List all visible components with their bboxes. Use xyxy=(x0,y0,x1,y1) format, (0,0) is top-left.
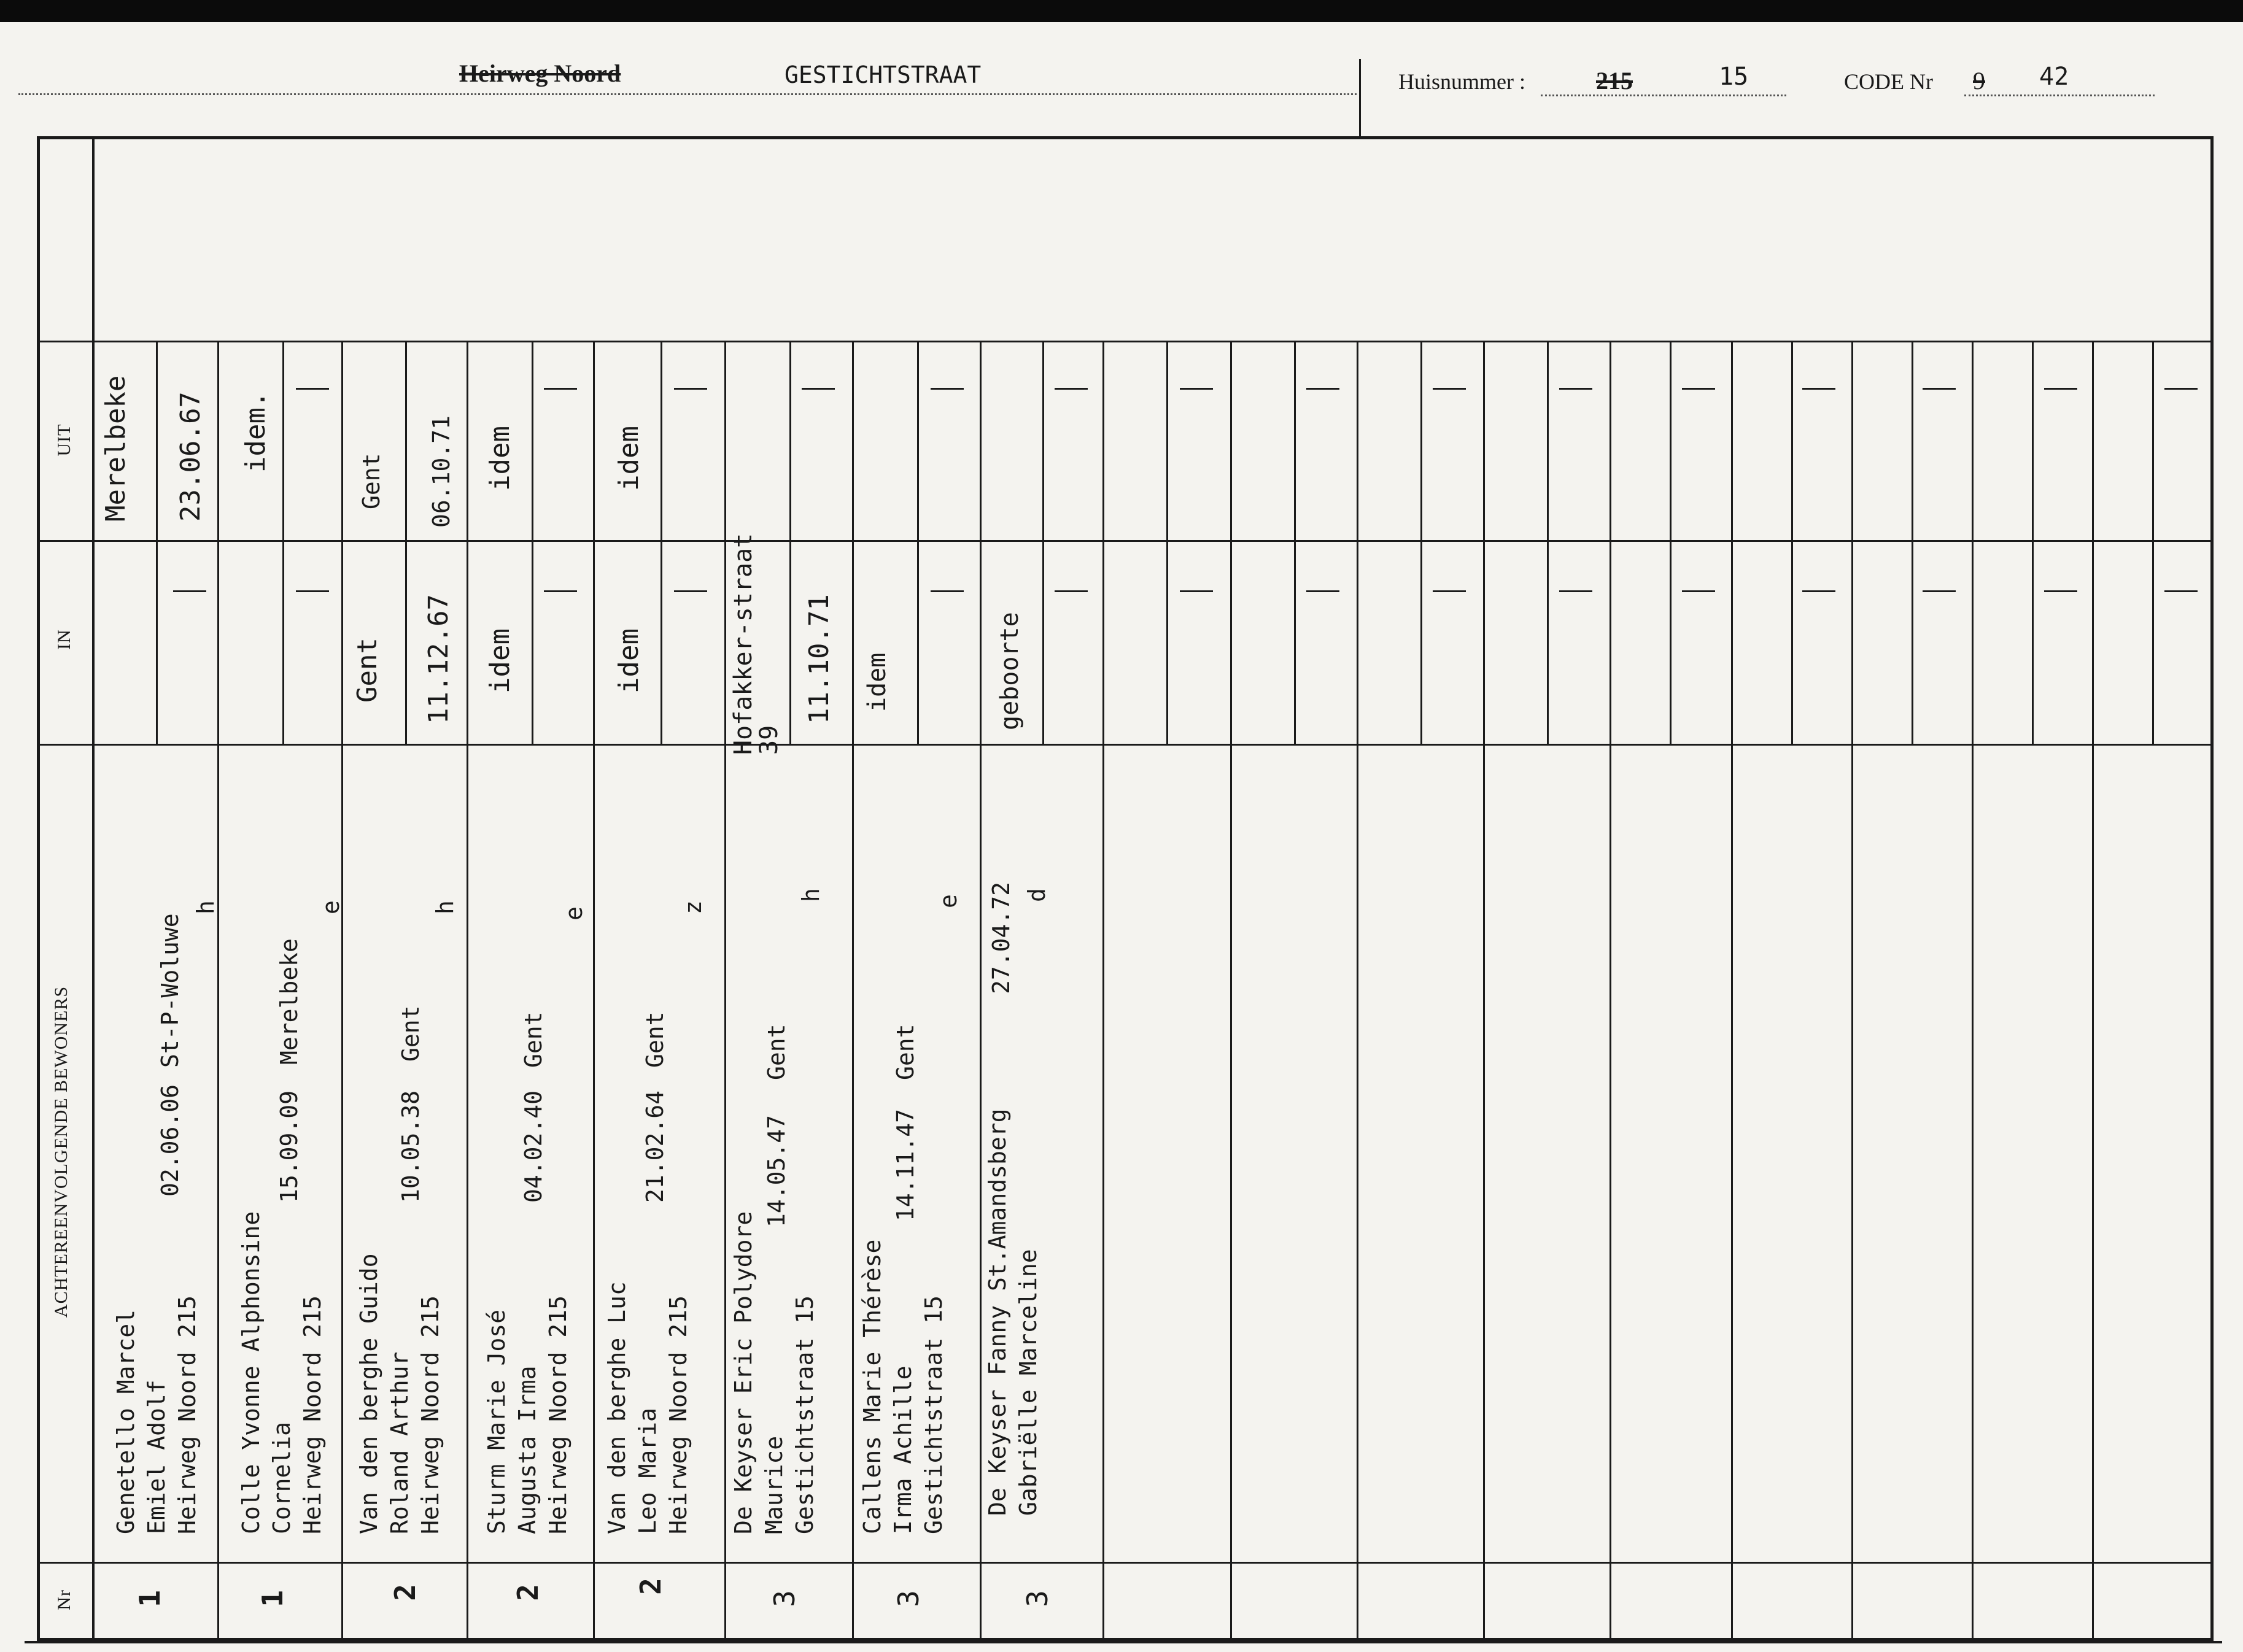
label-uit: UIT xyxy=(54,423,74,457)
resident-line: Heirweg Noord 215 xyxy=(665,1295,692,1534)
label-nr: Nr xyxy=(54,1589,74,1610)
sub-line-1 xyxy=(156,341,158,744)
in-dash xyxy=(1180,590,1213,592)
col-line-11 xyxy=(1483,341,1485,1641)
col-line-3 xyxy=(467,341,468,1641)
code-label: CODE Nr xyxy=(1844,69,1933,94)
row-line-bewoners-top xyxy=(37,744,2214,746)
resident-sex: d xyxy=(1023,888,1050,902)
huisnummer-dots xyxy=(1541,95,1786,96)
label-in: IN xyxy=(54,629,74,650)
resident-line: De Keyser Fanny St.Amandsberg xyxy=(984,1108,1011,1516)
in-dash xyxy=(931,590,964,592)
in-date: 11.12.67 xyxy=(423,594,454,724)
col-line-7 xyxy=(980,341,982,1641)
resident-line: Gabriëlle Marceline xyxy=(1015,1249,1042,1516)
resident-place: Gent xyxy=(892,1024,919,1080)
col-line-8 xyxy=(1102,341,1104,1641)
resident-date: 04.02.40 xyxy=(520,1090,547,1203)
sub-line-15 xyxy=(1912,341,1913,744)
resident-line: Gestichtstraat 15 xyxy=(920,1295,947,1534)
resident-line: Emiel Adolf xyxy=(143,1380,170,1534)
header-dots-left xyxy=(18,93,1357,95)
resident-sex: e xyxy=(317,900,344,914)
resident-line: Van den berghe Luc xyxy=(603,1281,630,1534)
col-line-4 xyxy=(593,341,595,1641)
row-line-nr-top xyxy=(37,1562,2214,1564)
huisnummer-old: 215 xyxy=(1596,67,1633,95)
uit-dash xyxy=(931,388,964,390)
resident-place: Gent xyxy=(397,1005,424,1062)
resident-sex: h xyxy=(797,888,824,902)
entry-nr: 2 xyxy=(634,1578,667,1595)
sub-line-6 xyxy=(789,341,791,744)
resident-line: Heirweg Noord 215 xyxy=(174,1295,201,1534)
street-new: GESTICHTSTRAAT xyxy=(784,61,982,88)
resident-date: 02.06.06 xyxy=(157,1084,184,1197)
resident-lines xyxy=(602,1281,694,1534)
in-dash xyxy=(296,590,329,592)
col-line-2 xyxy=(341,341,343,1641)
resident-line: Genetello Marcel xyxy=(112,1309,139,1534)
in-place: idem xyxy=(863,652,891,712)
street-old xyxy=(459,59,621,88)
entry-nr: 2 xyxy=(511,1584,544,1601)
col-line-1 xyxy=(217,341,219,1641)
uit-dash xyxy=(1055,388,1088,390)
sub-line-4 xyxy=(532,341,533,744)
uit-place: Merelbeke xyxy=(100,375,131,522)
huisnummer-label: Huisnummer : xyxy=(1398,69,1525,94)
header-divider xyxy=(1359,59,1361,139)
entry-nr: 2 xyxy=(389,1584,422,1601)
resident-lines xyxy=(857,1240,949,1534)
sub-line-14 xyxy=(1791,341,1793,744)
resident-date: 10.05.38 xyxy=(397,1090,424,1203)
resident-sex: z xyxy=(680,900,707,914)
sub-line-17 xyxy=(2152,341,2154,744)
uit-dash xyxy=(1180,388,1213,390)
in-dash xyxy=(1682,590,1715,592)
label-bewoners: ACHTEREENVOLGENDE BEWONERS xyxy=(51,986,71,1318)
entry-nr: 1 xyxy=(133,1590,166,1607)
resident-line: Heirweg Noord 215 xyxy=(544,1295,571,1534)
col-line-10 xyxy=(1357,341,1358,1641)
street-old-text: Heirweg Noord xyxy=(459,60,621,87)
in-dash xyxy=(1433,590,1466,592)
resident-lines xyxy=(728,1211,820,1534)
uit-dash xyxy=(2044,388,2077,390)
resident-line: Gestichtstraat 15 xyxy=(791,1295,818,1534)
sub-line-11 xyxy=(1420,341,1422,744)
in-place: idem xyxy=(613,628,645,693)
resident-date: 21.02.64 xyxy=(641,1090,668,1203)
in-date: 11.10.71 xyxy=(804,594,835,724)
in-dash xyxy=(1306,590,1339,592)
resident-sex: e xyxy=(560,906,587,921)
uit-place: Gent xyxy=(358,453,385,509)
col-line-15 xyxy=(1972,341,1974,1641)
resident-place: Merelbeke xyxy=(276,938,303,1065)
resident-lines xyxy=(236,1211,328,1534)
in-place: Hofakker-straat 39 xyxy=(729,533,783,755)
sub-line-7 xyxy=(917,341,919,744)
sub-line-13 xyxy=(1670,341,1672,744)
resident-line: Augusta Irma xyxy=(514,1365,541,1534)
row-line-uit-top xyxy=(37,341,2214,342)
uit-dash xyxy=(1802,388,1835,390)
resident-date: 27.04.72 xyxy=(988,881,1015,994)
resident-place: St-P-Woluwe xyxy=(157,913,184,1068)
sub-line-3 xyxy=(405,341,407,744)
in-place: Gent xyxy=(352,638,383,703)
uit-date: 06.10.71 xyxy=(428,415,455,528)
bottom-ticks xyxy=(25,1641,2222,1652)
resident-line: Roland Arthur xyxy=(386,1351,413,1534)
resident-sex: e xyxy=(935,894,962,908)
scan-top-band xyxy=(0,0,2243,22)
in-dash xyxy=(173,590,206,592)
resident-line: De Keyser Eric Polydore xyxy=(730,1211,757,1534)
col-line-16 xyxy=(2092,341,2094,1641)
in-dash xyxy=(1055,590,1088,592)
uit-dash xyxy=(1306,388,1339,390)
code-new: 42 xyxy=(2039,63,2069,91)
uit-dash xyxy=(1433,388,1466,390)
code-dots xyxy=(1964,95,2155,96)
resident-line: Sturm Marie José xyxy=(483,1309,510,1534)
col-line-5 xyxy=(724,341,726,1641)
sub-line-5 xyxy=(661,341,662,744)
uit-dash xyxy=(1682,388,1715,390)
entry-nr: 3 xyxy=(892,1590,925,1607)
col-line-13 xyxy=(1731,341,1733,1641)
col-line-14 xyxy=(1851,341,1853,1641)
resident-place: Gent xyxy=(763,1024,790,1080)
uit-place: idem xyxy=(613,426,645,491)
uit-dash xyxy=(674,388,707,390)
sub-line-2 xyxy=(282,341,284,744)
sub-line-10 xyxy=(1294,341,1296,744)
entry-nr: 3 xyxy=(1021,1590,1054,1607)
resident-lines xyxy=(481,1295,573,1534)
resident-line: Irma Achille xyxy=(889,1365,916,1534)
in-dash xyxy=(544,590,577,592)
col-line-9 xyxy=(1230,341,1232,1641)
resident-date: 14.05.47 xyxy=(763,1114,790,1227)
resident-line: Heirweg Noord 215 xyxy=(299,1295,326,1534)
code-old: 9 xyxy=(1973,67,1985,95)
huisnummer-new: 15 xyxy=(1719,63,1749,91)
resident-line: Van den berghe Guido xyxy=(355,1253,382,1534)
sub-line-8 xyxy=(1042,341,1044,744)
uit-dash xyxy=(802,388,835,390)
uit-dash xyxy=(2164,388,2198,390)
uit-dash xyxy=(1923,388,1956,390)
col-line-12 xyxy=(1610,341,1611,1641)
uit-dash xyxy=(296,388,329,390)
resident-line: Callens Marie Thérèse xyxy=(859,1239,886,1534)
in-dash xyxy=(2044,590,2077,592)
resident-line: Maurice xyxy=(761,1435,788,1534)
in-dash xyxy=(1559,590,1592,592)
in-place: idem xyxy=(484,628,516,693)
resident-place: Gent xyxy=(641,1011,668,1068)
in-place: geboorte xyxy=(996,612,1024,730)
uit-dash xyxy=(1559,388,1592,390)
label-column-divider xyxy=(92,136,95,1641)
sub-line-9 xyxy=(1166,341,1168,744)
resident-line: Cornelia xyxy=(268,1421,295,1534)
in-dash xyxy=(1802,590,1835,592)
in-dash xyxy=(674,590,707,592)
resident-lines xyxy=(354,1253,446,1534)
sub-line-12 xyxy=(1547,341,1549,744)
resident-date: 14.11.47 xyxy=(892,1108,919,1221)
resident-lines xyxy=(110,1295,203,1534)
uit-place: idem xyxy=(484,426,516,491)
resident-sex: h xyxy=(432,900,459,914)
in-dash xyxy=(1923,590,1956,592)
row-line-in-top xyxy=(37,540,2214,542)
resident-line: Leo Maria xyxy=(634,1408,661,1534)
entry-nr: 1 xyxy=(256,1590,289,1607)
resident-place: Gent xyxy=(520,1011,547,1068)
resident-date: 15.09.09 xyxy=(276,1090,303,1203)
resident-line: Colle Yvonne Alphonsine xyxy=(238,1211,265,1534)
resident-lines xyxy=(982,1109,1044,1516)
col-line-6 xyxy=(852,341,854,1641)
resident-line: Heirweg Noord 215 xyxy=(417,1295,444,1534)
resident-sex: h xyxy=(192,900,219,914)
sub-line-16 xyxy=(2032,341,2034,744)
uit-place: idem. xyxy=(240,391,271,473)
entry-nr: 3 xyxy=(768,1590,801,1607)
in-dash xyxy=(2164,590,2198,592)
uit-date: 23.06.67 xyxy=(175,392,206,522)
uit-dash xyxy=(544,388,577,390)
